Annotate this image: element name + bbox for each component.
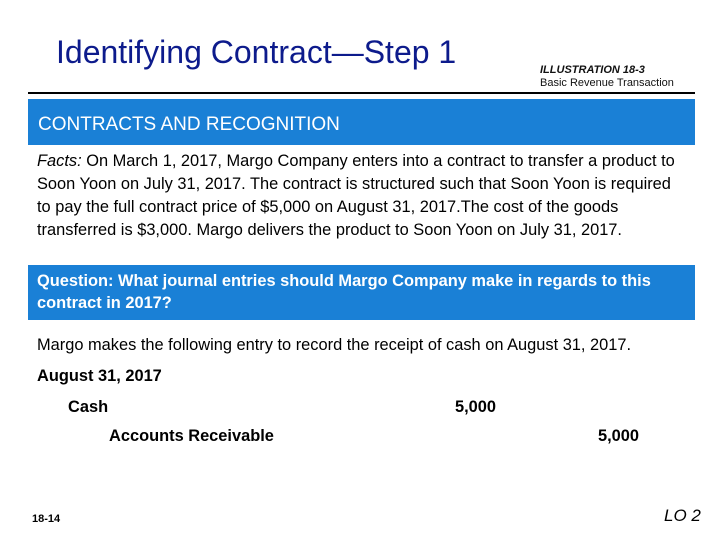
facts-text: On March 1, 2017, Margo Company enters into a contract to transfer a product to Soon Yoon on July 31, 2017. The contract is structured such that Soon Yoon is required to pay the full contract price of $5,000 on August 31, 2017.The cost of the goods transferred is $3,000. Margo delivers the product to Soon Yoon on July 31, 2017. [37,152,675,239]
debit-amount: 5,000 [455,398,497,416]
section-banner-text: CONTRACTS AND RECOGNITION [38,114,340,135]
title-divider [28,92,695,94]
illustration-number: ILLUSTRATION 18-3 [540,64,645,76]
credit-account: Accounts Receivable [109,427,274,445]
credit-amount: 5,000 [598,427,640,445]
debit-account: Cash [68,398,109,416]
learning-objective: LO 2 [664,506,701,525]
journal-entry-date: August 31, 2017 [37,367,162,385]
slide-title: Identifying Contract—Step 1 [56,34,457,70]
page-number: 18-14 [32,513,61,525]
illustration-caption: Basic Revenue Transaction [540,77,674,89]
illustration-reference [540,64,674,89]
facts-label: Facts: [37,152,82,170]
facts-paragraph [37,150,687,242]
entry-intro-text: Margo makes the following entry to record the receipt of cash on August 31, 2017. [37,336,632,354]
question-text: Question: What journal entries should Margo Company make in regards to this contract in 2017? [37,272,651,312]
